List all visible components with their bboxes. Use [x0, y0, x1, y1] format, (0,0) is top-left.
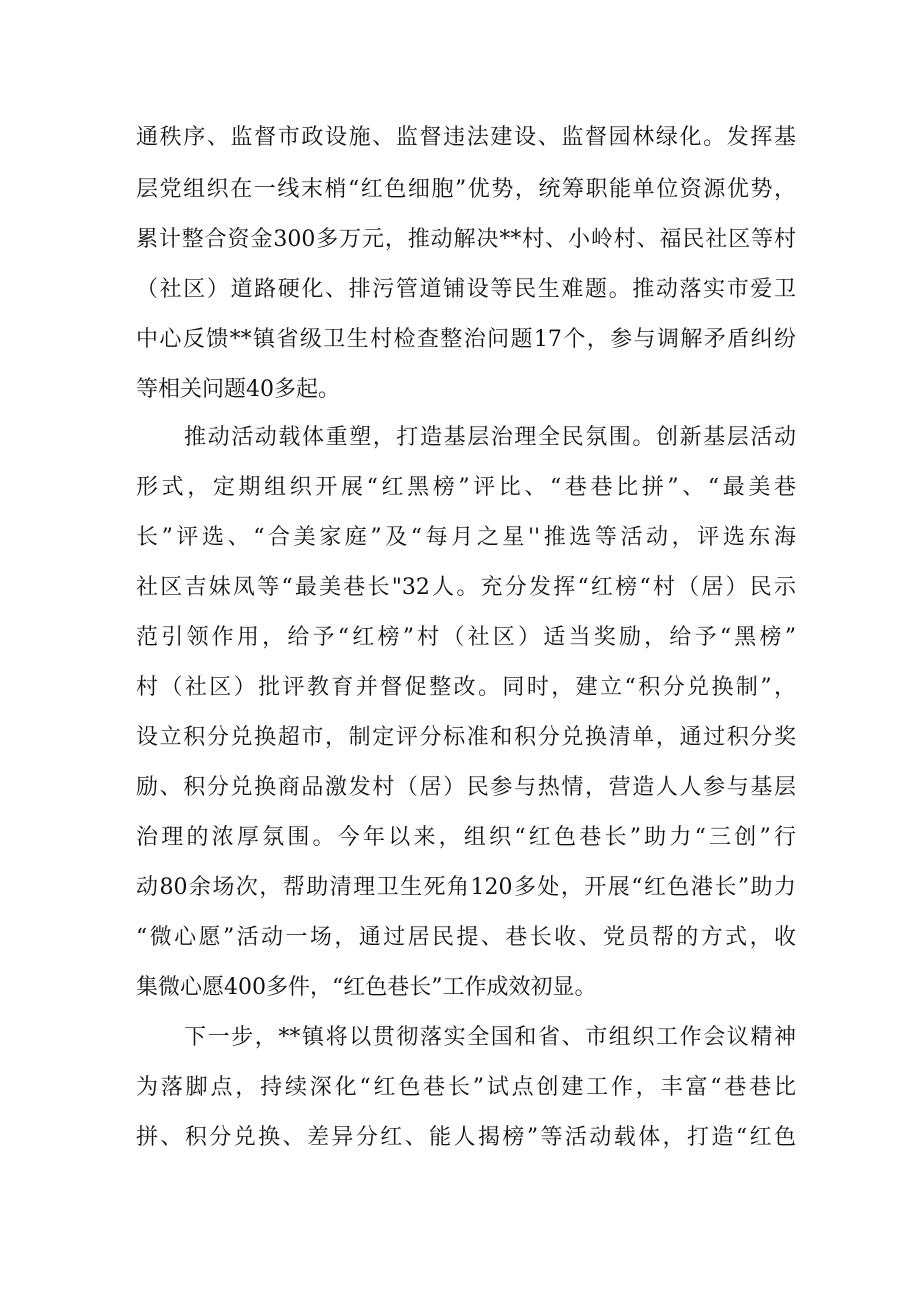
text-line: 层党组织在一线末梢“红色细胞”优势，统筹职能单位资源优势， [136, 177, 796, 202]
text-line: 通秩序、监督市政设施、监督违法建设、监督园林绿化。发挥基 [136, 125, 796, 150]
text-line: 集微心愿400多件，“红色巷长”工作成效初显。 [136, 975, 597, 1000]
text-line: 范引领作用，给予“红榜”村（社区）适当奖励，给予“黑榜” [136, 625, 796, 650]
text-line: 设立积分兑换超市，制定评分标准和积分兑换清单，通过积分奖 [136, 725, 796, 750]
text-line: 励、积分兑换商品激发村（居）民参与热情，营造人人参与基层 [136, 775, 796, 800]
text-line: 村（社区）批评教育并督促整改。同时，建立“积分兑换制”， [136, 675, 796, 700]
text-line: 为落脚点，持续深化“红色巷长”试点创建工作，丰富“巷巷比 [136, 1075, 796, 1100]
text-line: 社区吉妹凤等“最美巷长"32人。充分发挥“红榜“村（居）民示 [136, 575, 796, 600]
text-line: 治理的浓厚氛围。今年以来，组织“红色巷长”助力“三创”行 [136, 825, 796, 850]
text-line: 等相关问题40多起。 [136, 377, 340, 402]
paragraph-first-line: 下一步，**镇将以贯彻落实全国和省、市组织工作会议精神 [184, 1025, 796, 1050]
text-line: 中心反馈**镇省级卫生村检查整治问题17个，参与调解矛盾纠纷 [136, 327, 796, 352]
text-line: 累计整合资金300多万元，推动解决**村、小岭村、福民社区等村 [136, 227, 796, 252]
text-line: “微心愿”活动一场，通过居民提、巷长收、党员帮的方式，收 [136, 925, 796, 950]
text-line: 动80余场次，帮助清理卫生死角120多处，开展“红色港长”助力 [136, 875, 796, 900]
text-line: 形式，定期组织开展“红黑榜”评比、“巷巷比拼”、“最美巷 [136, 475, 796, 500]
text-line: （社区）道路硬化、排污管道铺设等民生难题。推动落实市爱卫 [136, 277, 796, 302]
paragraph-first-line: 推动活动载体重塑，打造基层治理全民氛围。创新基层活动 [184, 425, 796, 450]
text-line: 长”评选、“合美家庭”及“每月之星''推选等活动，评选东海 [136, 525, 796, 550]
text-line: 拼、积分兑换、差异分红、能人揭榜”等活动载体，打造“红色 [136, 1125, 796, 1150]
